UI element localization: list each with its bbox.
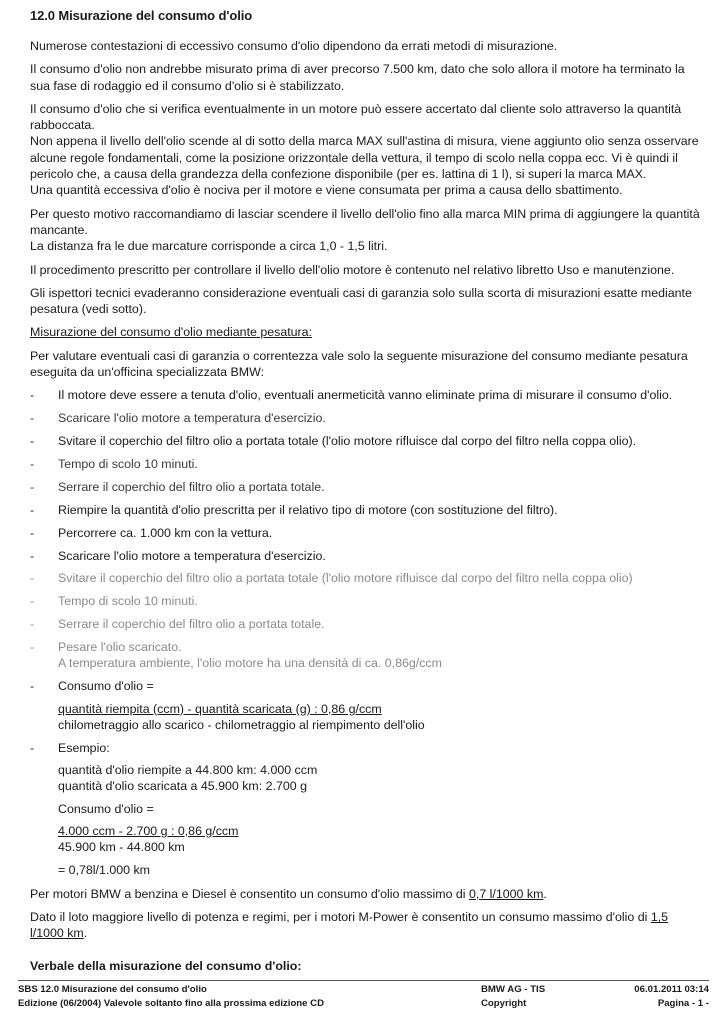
footer-edition: Edizione (06/2004) Valevole soltanto fino alla prossima edizione CD — [18, 998, 325, 1009]
paragraph-topping-rules: Non appena il livello dell'olio scende al di sotto della marca MAX sull'astina di misura, viene aggiunto olio senza osservare alcune regole fondamentali, come la posizione orizzontale della vettura, il tempo di scolo nella coppa ecc. Vi è quindi il pericolo che, a causa della grandezza della confezione disponibile (per es. lattina di 1 l), si superi la marca MAX. — [30, 134, 699, 182]
page-footer — [18, 983, 709, 1011]
mpower-limit-value: 1,5 l/1000 km — [30, 910, 669, 941]
formula — [58, 701, 702, 734]
paragraph-customer-check: Il consumo d'olio che si verifica eventualmente in un motore può essere accertato dal cliente solo attraverso la quantità rabboccata. — [30, 101, 682, 133]
subheading-weighing: Misurazione del consumo d'olio mediante pesatura: — [30, 325, 313, 340]
list-item: - Riempire la quantità d'olio prescritta per il relativo tipo di motore (con sostituzione del filtro). — [30, 502, 558, 517]
footer-copyright: Copyright — [481, 998, 527, 1009]
list-item: - Svitare il coperchio del filtro olio a portata totale (l'olio motore rifluisce dal corpo del filtro nella coppa olio) — [30, 571, 633, 586]
list-item: - Tempo di scolo 10 minuti. — [30, 594, 198, 609]
example-numerator: 4.000 ccm - 2.700 g : 0,86 g/ccm — [58, 824, 239, 838]
formula-denominator: chilometraggio allo scarico - chilometraggio al riempimento dell'olio — [58, 717, 425, 732]
paragraph-excess-oil: Una quantità eccessiva d'olio è nociva per il motore e viene consumata per prima a causa dello sbattimento. — [30, 183, 623, 198]
list-item: - Tempo di scolo 10 minuti. — [30, 457, 198, 472]
limit-value: 0,7 l/1000 km — [469, 886, 544, 901]
list-item: - Serrare il coperchio del filtro olio a portata totale. — [30, 479, 325, 494]
list-item-weigh: - Pesare l'olio scaricato. A temperatura ambiente, l'olio motore ha una densità di ca. 0,86g/ccm — [30, 640, 442, 671]
paragraph-mpower-limit: Dato il loto maggiore livello di potenza e regimi, per i motori M-Power è consentito un consumo massimo d'olio di 1,5 l/1000 km. — [30, 910, 669, 941]
section-title: 12.0 Misurazione del consumo d'olio — [30, 8, 253, 23]
list-item: - Il motore deve essere a tenuta d'olio, eventuali anermeticità vanno eliminate prima di misurare il consumo d'olio. — [30, 388, 673, 403]
document-body — [30, 38, 702, 949]
paragraph-bmw-limit: Per motori BMW a benzina e Diesel è consentito un consumo d'olio massimo di 0,7 l/1000 km. — [30, 886, 547, 901]
list-item: - Scaricare l'olio motore a temperatura d'esercizio. — [30, 411, 326, 426]
example-formula-label: Consumo d'olio = — [58, 801, 154, 816]
formula-numerator: quantità riempita (ccm) - quantità scaricata (g) : 0,86 g/ccm — [58, 701, 382, 716]
example-result: = 0,78l/1.000 km — [58, 862, 150, 877]
list-item: - Serrare il coperchio del filtro olio a portata totale. — [30, 617, 325, 632]
list-item-consumption-formula: - Consumo d'olio = quantità riempita (ccm) - quantità scaricata (g) : 0,86 g/ccm chilometraggio allo scarico - chilometraggio al riempimento dell'olio — [30, 678, 702, 733]
list-item: - Svitare il coperchio del filtro olio a portata totale (l'olio motore rifluisce dal corpo del filtro nella coppa olio). — [30, 434, 637, 449]
footer-doc-title: SBS 12.0 Misurazione del consumo d'olio — [18, 984, 207, 995]
footer-divider — [18, 980, 709, 981]
example-values: quantità d'olio riempite a 44.800 km: 4.000 ccm quantità d'olio scaricata a 45.900 km: 2.700 g — [58, 763, 318, 794]
list-item-example: - Esempio: quantità d'olio riempite a 44.800 km: 4.000 ccm quantità d'olio scaricata a 45.900 km: 2.700 g Consumo d'olio = 4.000 ccm - 2.700 g : 0,86 g/ccm 45.900 km - 44.800 km = 0,78l/1.000 km — [30, 740, 702, 878]
example-denominator: 45.900 km - 44.800 km — [58, 840, 185, 855]
list-item: - Scaricare l'olio motore a temperatura d'esercizio. — [30, 548, 326, 563]
paragraph-inspectors: Gli ispettori tecnici evaderanno considerazione eventuali casi di garanzia solo sulla scorta di misurazioni esatte mediante pesatura (vedi sotto). — [30, 285, 692, 317]
list-item: - Percorrere ca. 1.000 km con la vettura. — [30, 525, 273, 540]
example-formula — [58, 823, 702, 856]
verbale-heading: Verbale della misurazione del consumo d'olio: — [30, 959, 302, 973]
paragraph-break-in: Il consumo d'olio non andrebbe misurato prima di aver precorso 7.500 km, dato che solo allora il motore ha terminato la sua fase di rodaggio ed il consumo d'olio si è stabilizzato. — [30, 62, 685, 93]
paragraph-procedure-manual: Il procedimento prescritto per controllare il livello dell'olio motore è contenuto nel relativo libretto Uso e manutenzione. — [30, 262, 675, 277]
paragraph-mark-distance: La distanza fra le due marcature corrisponde a circa 1,0 - 1,5 litri. — [30, 239, 388, 254]
formula-label: Consumo d'olio = — [58, 679, 154, 694]
paragraph-min-mark: Per questo motivo raccomandiamo di lasciar scendere il livello dell'olio fino alla marca MIN prima di aggiungere la quantità mancante. — [30, 206, 700, 237]
paragraph-intro: Numerose contestazioni di eccessivo consumo d'olio dipendono da errati metodi di misurazione. — [30, 39, 558, 53]
footer-publisher: BMW AG - TIS — [481, 984, 546, 995]
example-label: Esempio: — [58, 740, 110, 755]
footer-datetime: 06.01.2011 03:14 — [634, 984, 709, 995]
footer-page-number: Pagina - 1 - — [657, 998, 709, 1009]
paragraph-warranty-measure: Per valutare eventuali casi di garanzia o correntezza vale solo la seguente misurazione del consumo mediante pesatura eseguita da un'officina specializzata BMW: — [30, 348, 688, 380]
procedure-steps — [30, 387, 702, 878]
